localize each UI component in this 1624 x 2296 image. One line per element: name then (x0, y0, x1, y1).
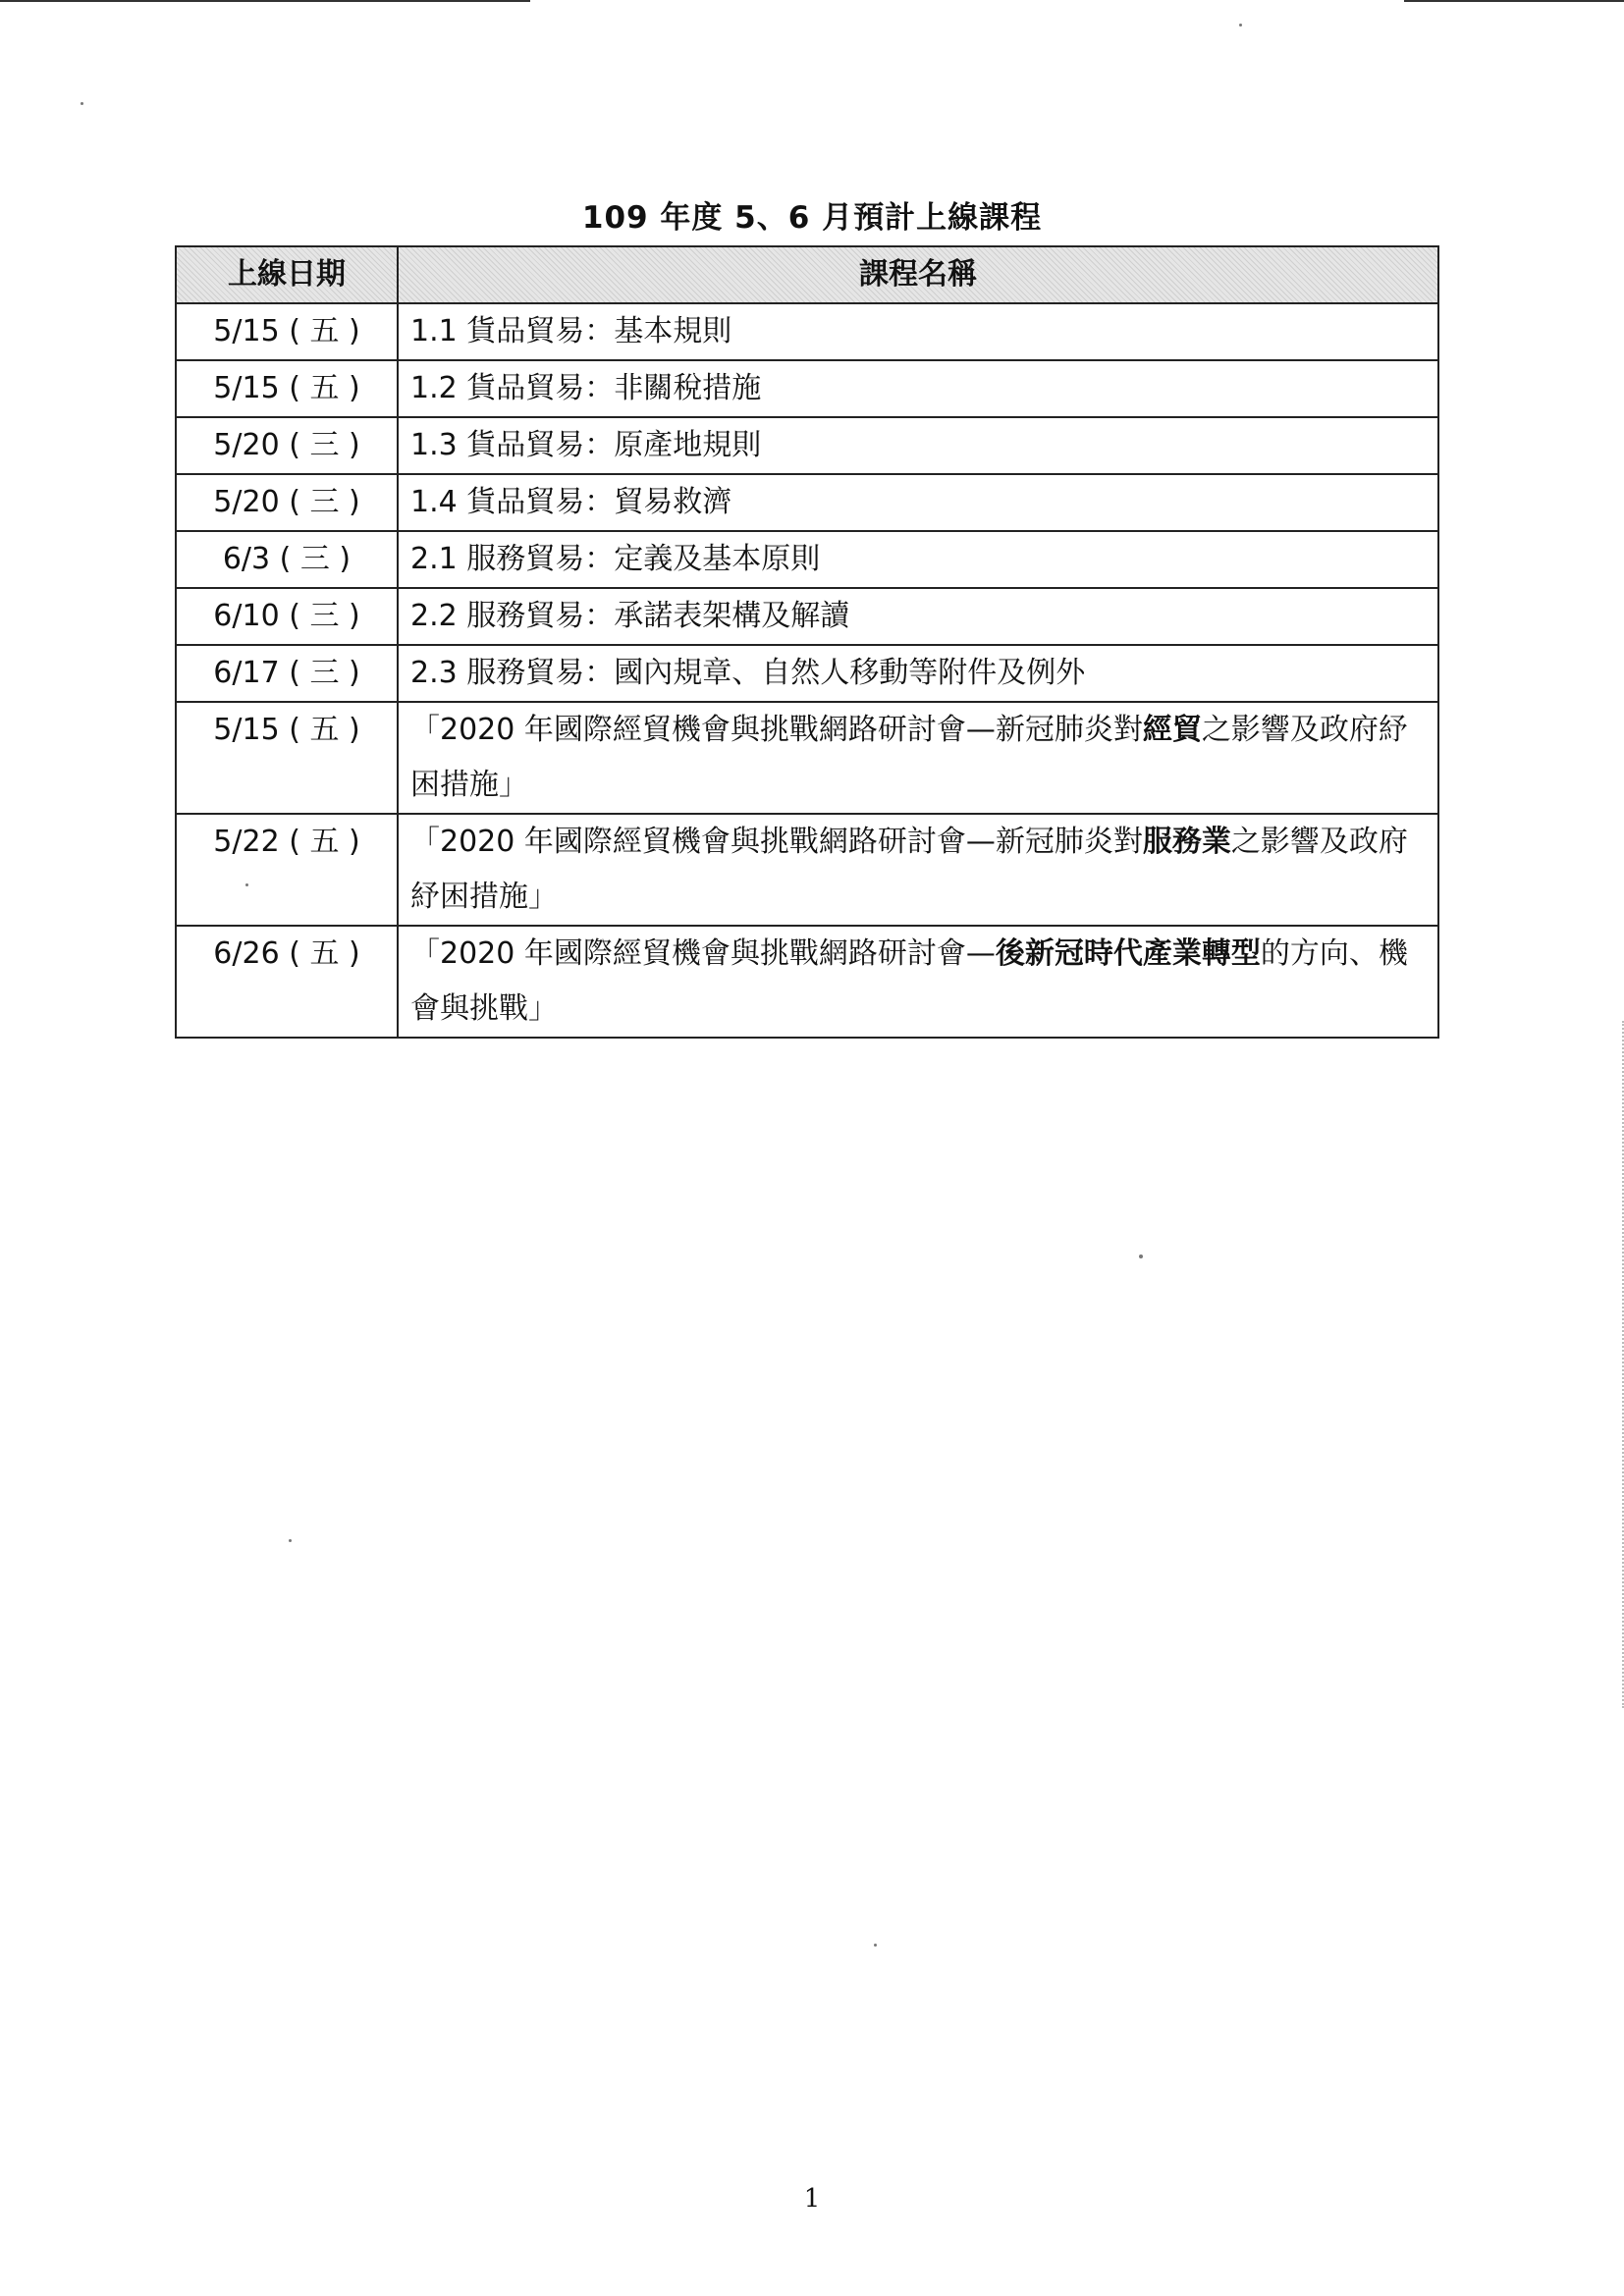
launch-date-cell: 6/26 ( 五 ) (176, 926, 398, 1038)
launch-date-cell: 5/15 ( 五 ) (176, 360, 398, 417)
scan-speck (874, 1944, 877, 1947)
course-name-cell: 1.3 貨品貿易：原產地規則 (398, 417, 1438, 474)
table-header-row (176, 246, 1438, 303)
scan-artifact-top-right (1404, 0, 1624, 2)
course-name-cell: 1.2 貨品貿易：非關稅措施 (398, 360, 1438, 417)
scan-artifact-top-left (0, 0, 530, 2)
scan-edge-artifact (1619, 1021, 1624, 1708)
scan-speck (1139, 1255, 1143, 1258)
course-name-cell: 2.3 服務貿易：國內規章、自然人移動等附件及例外 (398, 645, 1438, 702)
scan-speck (289, 1539, 292, 1542)
table-row (176, 588, 1438, 645)
course-name-text: 「2020 年國際經貿機會與挑戰網路研討會— (410, 936, 996, 971)
course-name-emphasis: 經貿 (1142, 713, 1202, 747)
course-name-cell: 1.4 貨品貿易：貿易救濟 (398, 474, 1438, 531)
table-row (176, 360, 1438, 417)
course-name-text: 的方向、機會與挑戰」 (410, 936, 1408, 1026)
table-row (176, 814, 1438, 926)
launch-date-cell: 5/15 ( 五 ) (176, 303, 398, 360)
launch-date-cell: 6/3 ( 三 ) (176, 531, 398, 588)
table-row (176, 474, 1438, 531)
launch-date-cell: 5/22 ( 五 ) (176, 814, 398, 926)
launch-date-cell: 5/20 ( 三 ) (176, 474, 398, 531)
document-title: 109 年度 5、6 月預計上線課程 (581, 200, 1043, 236)
scan-speck (1239, 24, 1242, 27)
launch-date-cell: 6/17 ( 三 ) (176, 645, 398, 702)
course-name-cell (398, 702, 1438, 814)
scan-speck (81, 102, 83, 105)
course-schedule-table (175, 245, 1439, 1039)
table-row (176, 645, 1438, 702)
course-name-cell (398, 814, 1438, 926)
page-number: 1 (803, 2184, 821, 2214)
course-name-cell: 1.1 貨品貿易：基本規則 (398, 303, 1438, 360)
table-row (176, 531, 1438, 588)
course-name-text: 「2020 年國際經貿機會與挑戰網路研討會—新冠肺炎對 (410, 713, 1143, 747)
launch-date-cell: 6/10 ( 三 ) (176, 588, 398, 645)
table-row (176, 926, 1438, 1038)
header-launch-date: 上線日期 (176, 246, 398, 303)
course-name-text: 「2020 年國際經貿機會與挑戰網路研討會—新冠肺炎對 (410, 825, 1143, 859)
table-row (176, 702, 1438, 814)
header-course-name: 課程名稱 (398, 246, 1438, 303)
course-name-cell: 2.2 服務貿易：承諾表架構及解讀 (398, 588, 1438, 645)
launch-date-cell: 5/20 ( 三 ) (176, 417, 398, 474)
course-name-emphasis: 服務業 (1142, 825, 1231, 859)
course-name-cell (398, 926, 1438, 1038)
launch-date-cell: 5/15 ( 五 ) (176, 702, 398, 814)
course-name-text: 之影響及政府紓困措施」 (410, 825, 1408, 914)
course-name-cell: 2.1 服務貿易：定義及基本原則 (398, 531, 1438, 588)
course-name-emphasis: 後新冠時代產業轉型 (995, 936, 1261, 971)
course-name-text: 之影響及政府紓困措施」 (410, 713, 1408, 802)
table-row (176, 417, 1438, 474)
table-row (176, 303, 1438, 360)
